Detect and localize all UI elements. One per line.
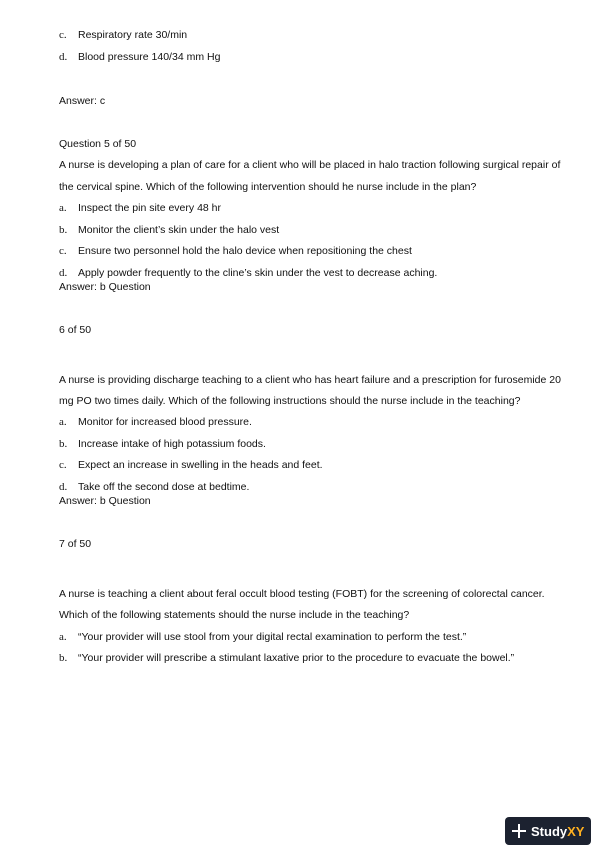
- q5-header: Question 5 of 50: [59, 138, 137, 150]
- q4-option-c: [59, 29, 187, 42]
- option-text: Apply powder frequently to the cline’s skin under the vest to decrease aching.: [78, 267, 438, 279]
- q6-option-d: [59, 481, 249, 494]
- studyxy-logo-badge[interactable]: [505, 817, 591, 845]
- option-letter: b.: [59, 438, 68, 450]
- q5-option-a: [59, 202, 221, 215]
- option-text: Take off the second dose at bedtime.: [78, 481, 250, 493]
- option-letter: b.: [59, 652, 68, 664]
- q5-option-b: [59, 224, 279, 237]
- option-text: Ensure two personnel hold the halo device when repositioning the chest: [78, 245, 412, 257]
- q5-answer: Answer: b Question: [59, 281, 151, 293]
- option-letter: c.: [59, 459, 67, 471]
- q6-option-b: [59, 438, 266, 451]
- q7-stem-line2: Which of the following statements should the nurse include in the teaching?: [59, 609, 410, 621]
- logo-text-study: Study: [531, 823, 568, 839]
- option-text: Monitor for increased blood pressure.: [78, 416, 252, 428]
- q6-header: 6 of 50: [59, 324, 92, 336]
- option-text: “Your provider will use stool from your digital rectal examination to perform the test.”: [78, 631, 467, 643]
- option-text: Monitor the client’s skin under the halo vest: [78, 224, 280, 236]
- option-letter: b.: [59, 224, 68, 236]
- option-text: Blood pressure 140/34 mm Hg: [78, 51, 221, 63]
- q7-stem-line1: A nurse is teaching a client about feral occult blood testing (FOBT) for the screening of colorectal cancer.: [59, 588, 545, 600]
- q7-option-a: [59, 631, 466, 644]
- logo-text-xy: XY: [567, 823, 585, 839]
- plus-icon: [505, 817, 529, 845]
- option-letter: a.: [59, 202, 67, 214]
- option-text: Respiratory rate 30/min: [78, 29, 188, 41]
- q6-stem-line2: mg PO two times daily. Which of the following instructions should the nurse include in the teaching?: [59, 395, 521, 407]
- q4-answer: Answer: c: [59, 95, 106, 107]
- q5-option-c: [59, 245, 412, 258]
- option-letter: c.: [59, 245, 67, 257]
- option-letter: d.: [59, 481, 68, 493]
- option-text: “Your provider will prescribe a stimulant laxative prior to the procedure to evacuate the bowel.”: [78, 652, 515, 664]
- q5-stem-line2: the cervical spine. Which of the following intervention should he nurse include in the plan?: [59, 181, 477, 193]
- option-letter: a.: [59, 416, 67, 428]
- option-letter: d.: [59, 267, 68, 279]
- q7-header: 7 of 50: [59, 538, 92, 550]
- option-text: Inspect the pin site every 48 hr: [78, 202, 221, 214]
- q6-stem-line1: A nurse is providing discharge teaching to a client who has heart failure and a prescription for furosemide 20: [59, 374, 561, 386]
- option-text: Expect an increase in swelling in the heads and feet.: [78, 459, 323, 471]
- option-letter: d.: [59, 51, 68, 63]
- q6-option-c: [59, 459, 323, 472]
- option-letter: a.: [59, 631, 67, 643]
- option-text: Increase intake of high potassium foods.: [78, 438, 266, 450]
- q4-option-d: [59, 51, 220, 64]
- q5-stem-line1: A nurse is developing a plan of care for a client who will be placed in halo traction following surgical repair of: [59, 159, 561, 171]
- q6-option-a: [59, 416, 252, 429]
- q6-answer: Answer: b Question: [59, 495, 151, 507]
- q7-option-b: [59, 652, 514, 665]
- option-letter: c.: [59, 29, 67, 41]
- q5-option-d: [59, 267, 437, 280]
